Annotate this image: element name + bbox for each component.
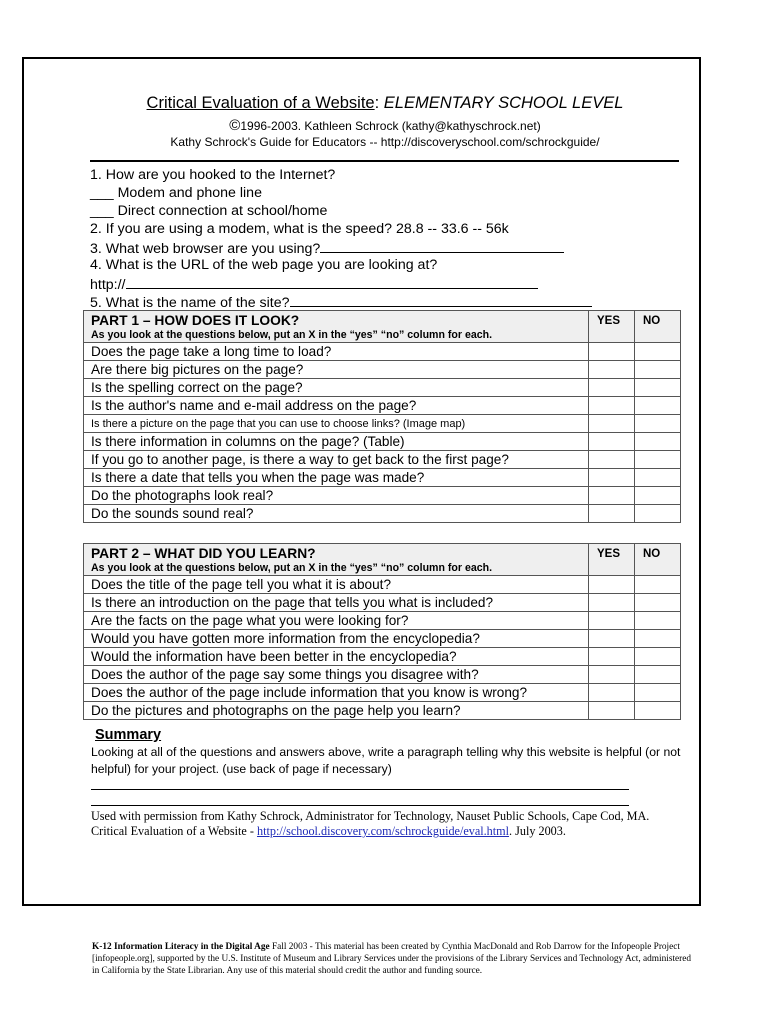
- title-main: Critical Evaluation of a Website: [146, 94, 375, 112]
- part1-header-cell: [84, 311, 589, 343]
- question-text: Is the author's name and e-mail address on the page?: [84, 397, 589, 415]
- url-prefix: http://: [90, 277, 126, 293]
- yes-checkbox-cell[interactable]: [589, 630, 635, 648]
- yes-checkbox-cell[interactable]: [589, 702, 635, 720]
- no-checkbox-cell[interactable]: [635, 576, 681, 594]
- no-checkbox-cell[interactable]: [635, 397, 681, 415]
- question-text: Are there big pictures on the page?: [84, 361, 589, 379]
- question-5-text: 5. What is the name of the site?: [90, 295, 290, 311]
- url-answer-line[interactable]: [126, 275, 538, 289]
- footer-bold: K-12 Information Literacy in the Digital Age: [92, 942, 270, 952]
- no-checkbox-cell[interactable]: [635, 451, 681, 469]
- yes-checkbox-cell[interactable]: [589, 451, 635, 469]
- part2-yes-header: YES: [589, 544, 635, 576]
- table-row: [84, 451, 681, 469]
- question-3: [90, 239, 564, 258]
- question-text: Would the information have been better in the encyclopedia?: [84, 648, 589, 666]
- summary-divider: [91, 805, 629, 806]
- table-row: [84, 576, 681, 594]
- question-text: Is there a date that tells you when the page was made?: [84, 469, 589, 487]
- question-text: Is there an introduction on the page that tells you what is included?: [84, 594, 589, 612]
- summary-heading: Summary: [95, 727, 162, 743]
- question-text: Is there information in columns on the page? (Table): [84, 433, 589, 451]
- permission-note: [91, 809, 649, 839]
- permission-line-2: [91, 824, 649, 839]
- permission-suffix: . July 2003.: [509, 824, 566, 838]
- no-checkbox-cell[interactable]: [635, 379, 681, 397]
- no-checkbox-cell[interactable]: [635, 469, 681, 487]
- part2-no-header: NO: [635, 544, 681, 576]
- permission-line-1: Used with permission from Kathy Schrock, Administrator for Technology, Nauset Public Schools, Cape Cod, MA.: [91, 809, 650, 823]
- question-text: If you go to another page, is there a way to get back to the first page?: [84, 451, 589, 469]
- copyright-symbol: ©: [229, 117, 241, 134]
- yes-checkbox-cell[interactable]: [589, 576, 635, 594]
- yes-checkbox-cell[interactable]: [589, 469, 635, 487]
- footer-credit: [92, 941, 692, 977]
- yes-checkbox-cell[interactable]: [589, 361, 635, 379]
- table-row: [84, 505, 681, 523]
- no-checkbox-cell[interactable]: [635, 702, 681, 720]
- yes-checkbox-cell[interactable]: [589, 379, 635, 397]
- question-text: Are the facts on the page what you were looking for?: [84, 612, 589, 630]
- summary-instructions: Looking at all of the questions and answers above, write a paragraph telling why this website is helpful (or not helpful) for your project. (use back of page if necessary): [91, 745, 681, 776]
- yes-checkbox-cell[interactable]: [589, 487, 635, 505]
- title-colon: :: [374, 94, 384, 112]
- question-text: Would you have gotten more information from the encyclopedia?: [84, 630, 589, 648]
- question-3-text: 3. What web browser are you using?: [90, 241, 321, 257]
- question-text: Is there a picture on the page that you can use to choose links? (Image map): [84, 415, 589, 433]
- part2-header-cell: [84, 544, 589, 576]
- no-checkbox-cell[interactable]: [635, 630, 681, 648]
- site-name-answer-line[interactable]: [290, 293, 592, 307]
- no-checkbox-cell[interactable]: [635, 612, 681, 630]
- question-1: 1. How are you hooked to the Internet?: [90, 167, 336, 183]
- yes-checkbox-cell[interactable]: [589, 415, 635, 433]
- question-4: 4. What is the URL of the web page you are looking at?: [90, 257, 438, 273]
- option-modem: ___ Modem and phone line: [90, 185, 262, 201]
- url-line: [90, 275, 538, 294]
- no-checkbox-cell[interactable]: [635, 343, 681, 361]
- no-checkbox-cell[interactable]: [635, 648, 681, 666]
- part1-instructions: As you look at the questions below, put an X in the “yes” “no” column for each.: [91, 329, 493, 341]
- yes-checkbox-cell[interactable]: [589, 684, 635, 702]
- page-title: [0, 94, 770, 113]
- table-row: [84, 702, 681, 720]
- question-text: Is the spelling correct on the page?: [84, 379, 589, 397]
- part1-table: [83, 310, 681, 523]
- yes-checkbox-cell[interactable]: [589, 648, 635, 666]
- table-row: [84, 630, 681, 648]
- header-divider: [90, 160, 679, 162]
- question-text: Does the title of the page tell you what it is about?: [84, 576, 589, 594]
- yes-checkbox-cell[interactable]: [589, 397, 635, 415]
- no-checkbox-cell[interactable]: [635, 433, 681, 451]
- part2-header-row: [84, 544, 681, 576]
- table-row: [84, 415, 681, 433]
- table-row: [84, 361, 681, 379]
- part2-title: PART 2 – WHAT DID YOU LEARN?: [91, 546, 316, 561]
- guide-line: Kathy Schrock's Guide for Educators -- http://discoveryschool.com/schrockguide/: [170, 135, 600, 149]
- yes-checkbox-cell[interactable]: [589, 594, 635, 612]
- summary-answer-line[interactable]: [91, 789, 629, 790]
- browser-answer-line[interactable]: [320, 239, 564, 253]
- no-checkbox-cell[interactable]: [635, 361, 681, 379]
- question-text: Does the author of the page say some things you disagree with?: [84, 666, 589, 684]
- eval-link[interactable]: http://school.discovery.com/schrockguide/eval.html: [256, 824, 510, 838]
- part1-header-row: [84, 311, 681, 343]
- option-direct: ___ Direct connection at school/home: [90, 203, 328, 219]
- question-text: Does the page take a long time to load?: [84, 343, 589, 361]
- no-checkbox-cell[interactable]: [635, 487, 681, 505]
- table-row: [84, 469, 681, 487]
- question-text: Does the author of the page include information that you know is wrong?: [84, 684, 589, 702]
- no-checkbox-cell[interactable]: [635, 666, 681, 684]
- title-level: ELEMENTARY SCHOOL LEVEL: [383, 94, 624, 112]
- table-row: [84, 379, 681, 397]
- yes-checkbox-cell[interactable]: [589, 505, 635, 523]
- question-text: Do the pictures and photographs on the page help you learn?: [84, 702, 589, 720]
- table-row: [84, 684, 681, 702]
- part1-yes-header: YES: [589, 311, 635, 343]
- question-text: Do the sounds sound real?: [84, 505, 589, 523]
- table-row: [84, 397, 681, 415]
- part2-instructions: As you look at the questions below, put an X in the “yes” “no” column for each.: [91, 562, 493, 574]
- permission-prefix: Critical Evaluation of a Website -: [91, 824, 257, 838]
- part1-title: PART 1 – HOW DOES IT LOOK?: [91, 313, 300, 328]
- no-checkbox-cell[interactable]: [635, 415, 681, 433]
- table-row: [84, 433, 681, 451]
- yes-checkbox-cell[interactable]: [589, 666, 635, 684]
- yes-checkbox-cell[interactable]: [589, 433, 635, 451]
- no-checkbox-cell[interactable]: [635, 594, 681, 612]
- no-checkbox-cell[interactable]: [635, 505, 681, 523]
- table-row: [84, 487, 681, 505]
- copyright-line: [0, 117, 770, 134]
- part2-table: [83, 543, 681, 720]
- question-text: Do the photographs look real?: [84, 487, 589, 505]
- copyright-text: 1996-2003. Kathleen Schrock (kathy@kathyschrock.net): [240, 119, 541, 133]
- table-row: [84, 343, 681, 361]
- question-2: 2. If you are using a modem, what is the speed? 28.8 -- 33.6 -- 56k: [90, 221, 509, 237]
- table-row: [84, 612, 681, 630]
- table-row: [84, 666, 681, 684]
- yes-checkbox-cell[interactable]: [589, 612, 635, 630]
- table-row: [84, 648, 681, 666]
- footer-text: Fall 2003 - This material has been created by Cynthia MacDonald and Rob Darrow for the Infopeople Project [infopeople.org], supported by the U.S. Institute of Museum and Library Services under the provisions of the Library Services and Technology Act, administered in California by the State Librarian. Any use of this material should credit the author and funding source.: [92, 942, 692, 976]
- no-checkbox-cell[interactable]: [635, 684, 681, 702]
- table-row: [84, 594, 681, 612]
- yes-checkbox-cell[interactable]: [589, 343, 635, 361]
- part1-no-header: NO: [635, 311, 681, 343]
